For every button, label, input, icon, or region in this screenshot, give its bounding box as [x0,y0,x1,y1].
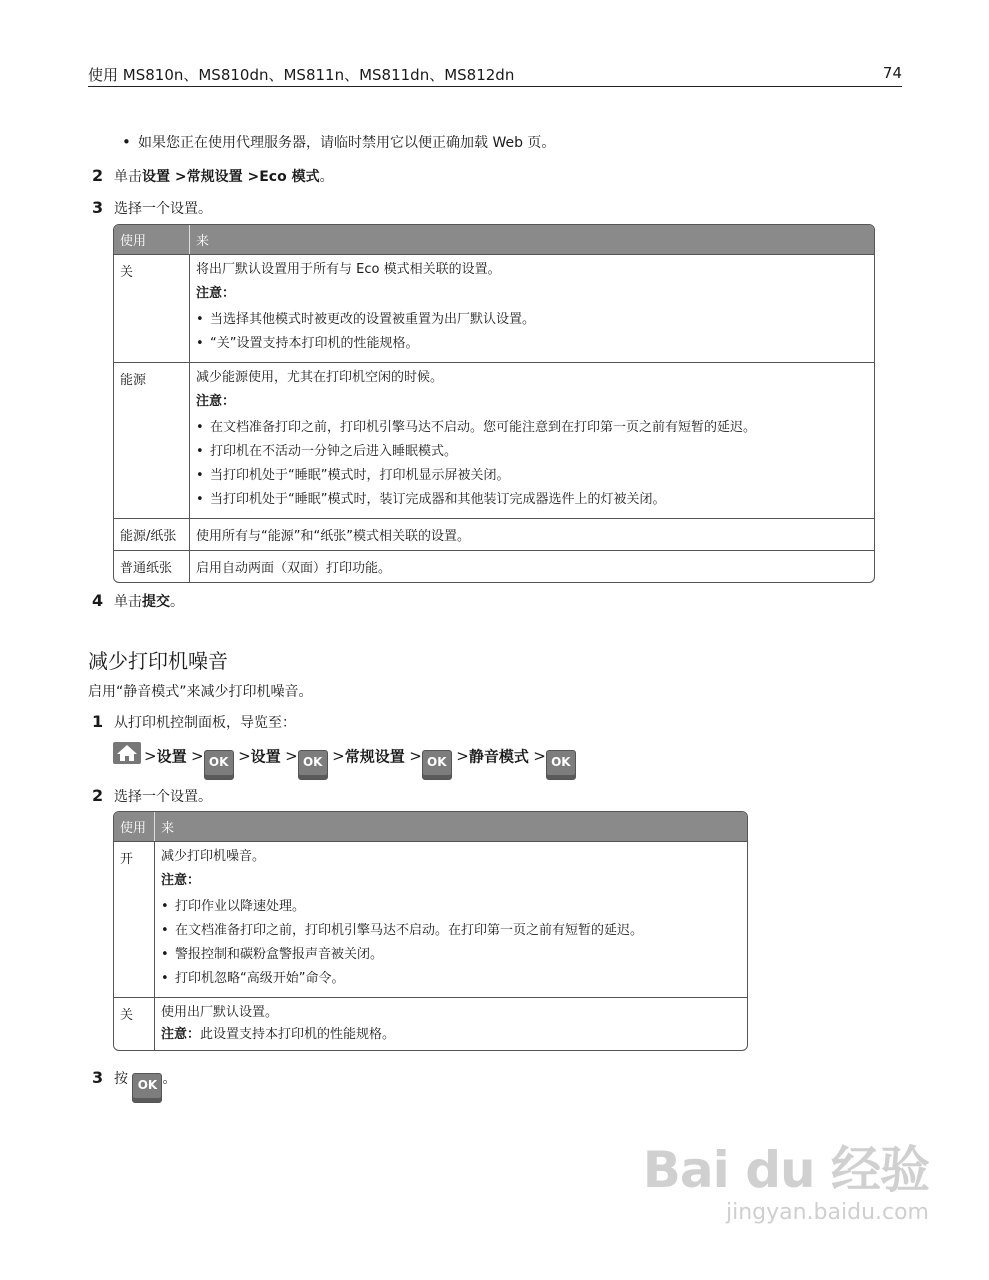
list-item: • 打印作业以降速处理。 [161,895,741,919]
header-title: 使用 MS810n、MS810dn、MS811n、MS811dn、MS812dn [88,66,515,84]
row-desc-text: 使用出厂默认设置。 [161,1005,279,1020]
note-text: 此设置支持本打印机的性能规格。 [200,1027,396,1042]
nav-path [113,742,576,780]
step-suffix: 。 [170,594,184,610]
row-use: 开 [114,841,155,997]
table-row [114,254,874,362]
step-number: 4 [92,591,104,610]
nav-separator: > [332,747,345,765]
home-icon [113,742,141,764]
nav-separator: > [191,747,204,765]
list-item: • 打印机在不活动一分钟之后进入睡眠模式。 [196,440,868,464]
nav-item-settings: 设置 [156,747,187,766]
list-item: • 打印机忽略“高级开始”命令。 [161,967,741,991]
row-desc-text: 将出厂默认设置用于所有与 Eco 模式相关联的设置。 [196,262,501,277]
note-label: 注意： [161,873,201,888]
note-list [196,308,868,356]
step-3 [92,198,212,218]
watermark-url: jingyan.baidu.com [725,1200,929,1225]
row-use: 普通纸张 [114,550,190,582]
eco-mode-table [113,224,875,583]
nav-item-general: 常规设置 [344,747,405,766]
note-label: 注意： [196,394,236,409]
ok-button-icon: OK [422,750,452,780]
row-use: 关 [114,997,155,1050]
quiet-mode-table [113,811,748,1051]
note-list [196,416,868,512]
col-header-for: 来 [155,812,747,841]
table-row [114,997,747,1050]
table-row [114,550,874,582]
row-description [155,841,747,997]
col-header-use: 使用 [114,225,190,254]
row-desc-text: 减少打印机噪音。 [161,849,266,864]
note-label: 注意： [196,286,236,301]
col-header-use: 使用 [114,812,155,841]
page-number: 74 [882,64,902,82]
step-number: 3 [92,198,104,217]
nav-separator: > [238,747,251,765]
nav-separator: > [456,747,469,765]
quiet-step-3 [92,1068,176,1103]
quiet-step-1 [92,712,296,732]
list-item: • 当选择其他模式时被更改的设置被重置为出厂默认设置。 [196,308,868,332]
step-number: 2 [92,786,104,805]
step-text: 从打印机控制面板，导览至： [114,715,296,731]
nav-separator: > [533,747,546,765]
step-2 [92,166,334,186]
table-header-row [114,225,874,254]
step-text: 选择一个设置。 [114,789,212,805]
table-row [114,362,874,518]
row-use: 能源/纸张 [114,518,190,550]
step-prefix: 按 [114,1071,128,1087]
row-description [155,997,747,1050]
watermark [643,1130,929,1225]
list-item: • 当打印机处于“睡眠”模式时，装订完成器和其他装订完成器选件上的灯被关闭。 [196,488,868,512]
row-use: 能源 [114,362,190,518]
nav-separator: > [144,747,157,765]
intro-bullet: • 如果您正在使用代理服务器，请临时禁用它以便正确加载 Web 页。 [122,132,555,152]
list-item: • 警报控制和碳粉盒警报声音被关闭。 [161,943,741,967]
ok-button-icon: OK [132,1073,162,1103]
quiet-step-2 [92,786,212,806]
menu-path: 设置 >常规设置 >Eco 模式 [142,169,320,185]
step-number: 3 [92,1068,104,1087]
list-item: • “关”设置支持本打印机的性能规格。 [196,332,868,356]
ok-button-icon: OK [204,750,234,780]
row-description: 启用自动两面（双面）打印功能。 [190,550,874,582]
row-description: 使用所有与“能源”和“纸张”模式相关联的设置。 [190,518,874,550]
nav-separator: > [409,747,422,765]
table-row [114,841,747,997]
page-header [88,64,902,87]
nav-item-quiet-mode: 静音模式 [468,747,529,766]
note-list [161,895,741,991]
list-item: • 在文档准备打印之前，打印机引擎马达不启动。您可能注意到在打印第一页之前有短暂的延迟。 [196,416,868,440]
nav-separator: > [285,747,298,765]
step-number: 2 [92,166,104,185]
table-header-row [114,812,747,841]
section-intro: 启用“静音模式”来减少打印机噪音。 [88,684,313,700]
watermark-logo: Bai du 经验 [642,1141,929,1199]
row-description [190,254,874,362]
list-item: • 当打印机处于“睡眠”模式时，打印机显示屏被关闭。 [196,464,868,488]
col-header-for: 来 [190,225,874,254]
step-4 [92,591,184,611]
nav-item-settings-2: 设置 [250,747,281,766]
list-item: • 在文档准备打印之前，打印机引擎马达不启动。在打印第一页之前有短暂的延迟。 [161,919,741,943]
row-description [190,362,874,518]
note-label: 注意： [161,1027,201,1042]
row-use: 关 [114,254,190,362]
step-suffix: 。 [319,169,334,185]
step-prefix: 单击 [114,594,142,610]
step-prefix: 单击 [114,169,142,185]
submit-label: 提交 [142,594,170,610]
ok-button-icon: OK [546,750,576,780]
step-number: 1 [92,712,104,731]
step-suffix: 。 [162,1071,177,1087]
row-desc-text: 减少能源使用，尤其在打印机空闲的时候。 [196,370,444,385]
ok-button-icon: OK [298,750,328,780]
table-row [114,518,874,550]
section-title: 减少打印机噪音 [88,649,228,673]
step-text: 选择一个设置。 [114,201,212,217]
note-line [161,1026,741,1044]
